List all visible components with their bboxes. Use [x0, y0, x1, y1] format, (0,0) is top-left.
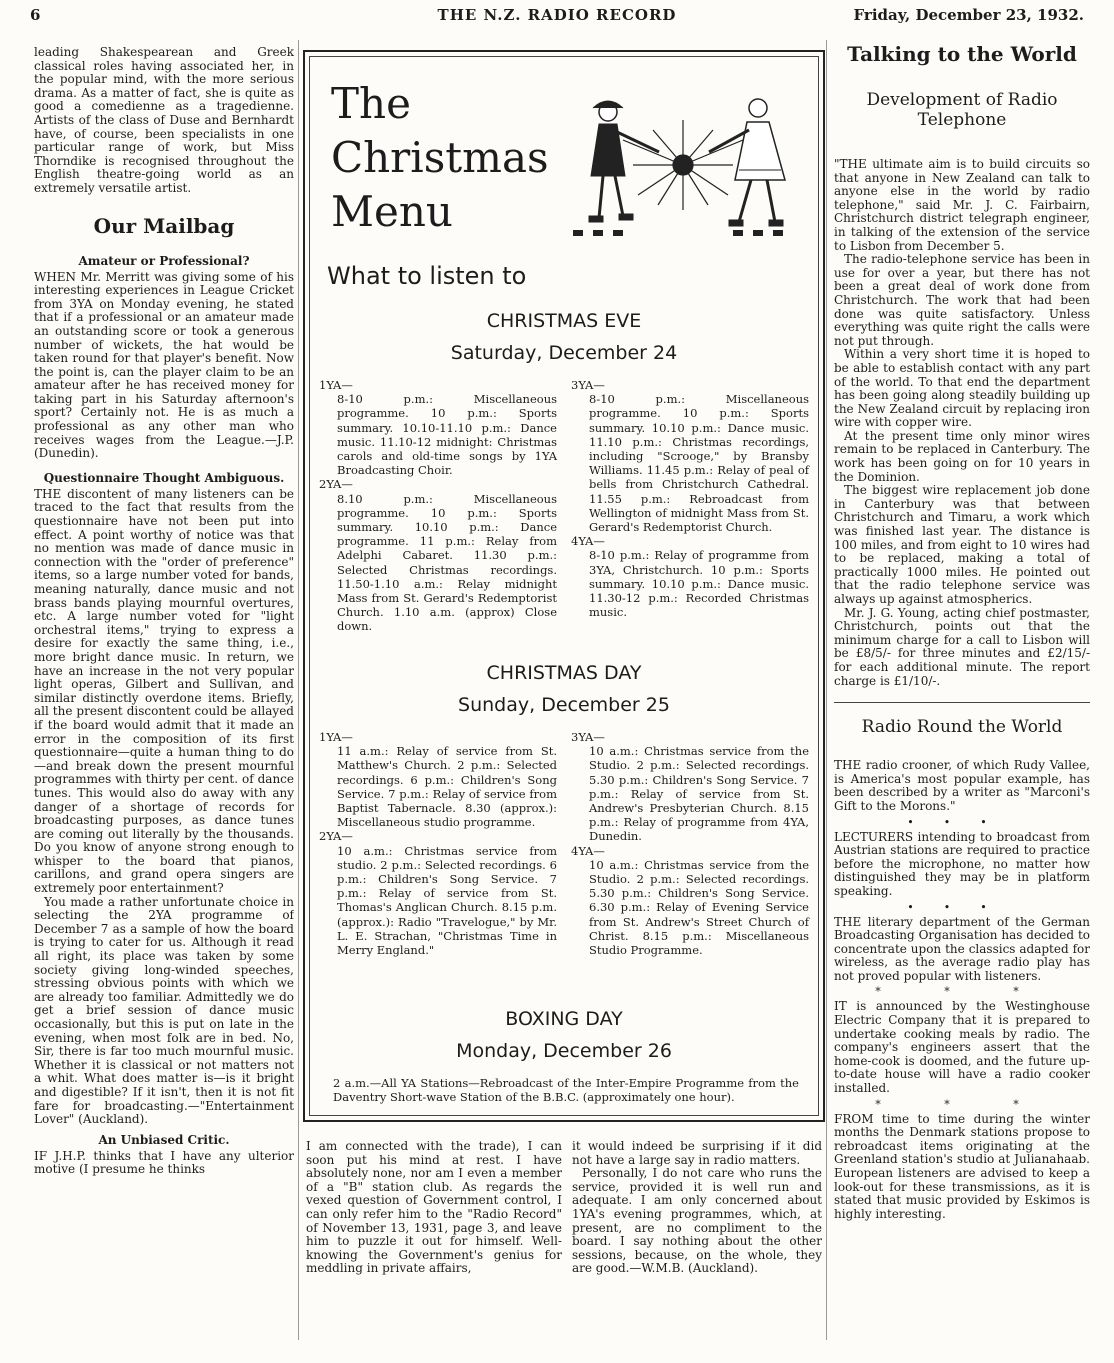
day-boxing-day: [319, 1008, 809, 1104]
bottom-col1: I am connected with the trade), I can soon put his mind at rest. I have absolutely none, nor am I even a member of a "B" station club. As regards the vexed question of Government control, I can only refer him to the "Radio Record" of November 13, 1931, page 3, and leave him to puzzle it out for himself. Well-knowing the Government's genius for meddling in private affairs,: [306, 1139, 562, 1276]
separator-dots: •••: [907, 900, 1017, 914]
checkered-floor: [573, 230, 783, 236]
day-christmas-eve: [319, 310, 809, 634]
station-programme: 8-10 p.m.: Miscellaneous programme. 10 p.m.: Sports summary. 10.10 p.m.: Dance music. 11.10 p.m.: Christmas recordings, including "Scrooge," by Bransby Williams. 11.45 p.m.: Relay of peal of bells from Christchurch Cathedral. 11.55 p.m.: Rebroadcast from Wellington of midnight Mass from St. Gerard's Redemptorist Church.: [589, 392, 809, 535]
station-programme: 8-10 p.m.: Relay of programme from 3YA, Christchurch. 10 p.m.: Sports summary. 10.10 p.m.: Dance music. 11.30-12 p.m.: Recorded Christmas music.: [589, 548, 809, 620]
programme-left: [319, 730, 557, 957]
station-programme: 8-10 p.m.: Miscellaneous programme. 10 p.m.: Sports summary. 10.10-11.10 p.m.: Dance music. 11.10-12 midnight: Christmas carols and old-time songs by 1YA Broadcasting Choir.: [337, 392, 557, 478]
letter1-title: Amateur or Professional?: [78, 253, 250, 268]
letter3-title: An Unbiased Critic.: [98, 1132, 230, 1147]
station-label: 2YA—: [319, 477, 353, 492]
page-number: 6: [30, 6, 41, 24]
day-date: Sunday, December 25: [458, 694, 670, 716]
left-column: [34, 46, 294, 1346]
letter2-title: Questionnaire Thought Ambiguous.: [43, 470, 285, 485]
christmas-illustration: [563, 90, 803, 250]
letter3-text: IF J.H.P. thinks that I have any ulterior motive (I presume he thinks: [34, 1148, 294, 1177]
news-item: THE radio crooner, of which Rudy Vallee, is America's most popular example, has been described by a writer as "Marconi's Gift to the Morons.": [834, 758, 1090, 813]
menu-subtitle: What to listen to: [327, 262, 527, 290]
station-label: 2YA—: [319, 829, 353, 844]
section-divider: [834, 702, 1090, 703]
girl-left-figure: [589, 101, 659, 222]
day-date: Monday, December 26: [456, 1040, 672, 1062]
column-rule-right: [826, 40, 827, 1340]
starburst-icon: [623, 120, 743, 210]
day-name: BOXING DAY: [505, 1008, 623, 1030]
menu-title-line2: Christmas: [331, 133, 549, 182]
news-item: LECTURERS intending to broadcast from Austrian stations are required to practice before the microphone, no matter how distinguished they may be in platform speaking.: [834, 829, 1090, 898]
news-item: THE literary department of the German Broadcasting Organisation has decided to concentrate upon the classics adapted for wireless, as the average radio play has not proved popular with listeners.: [834, 914, 1090, 983]
column-rule-left: [298, 40, 299, 1340]
station-label: 3YA—: [571, 730, 605, 744]
bottom-col2-a: it would indeed be surprising if it did not have a large say in radio matters.: [572, 1139, 822, 1167]
programme-columns: [319, 730, 809, 957]
menu-title-line1: The: [331, 79, 411, 128]
right-column: [834, 42, 1090, 1342]
day-date: Saturday, December 24: [450, 342, 678, 364]
menu-title-line3: Menu: [331, 187, 453, 236]
separator-dots: * * *: [875, 1097, 1049, 1111]
talking-p1: "THE ultimate aim is to build circuits so that anyone in New Zealand can talk to anyone else in the world by radio telephone," said Mr. J. C. Fairbairn, Christchurch district telegraph engineer, in talking of the extension of the service to Lisbon from December 5.: [834, 157, 1090, 253]
menu-title: [331, 80, 551, 236]
intro-text: leading Shakespearean and Greek classical roles having associated her, in the popular mind, with the more serious drama. As a matter of fact, she is quite as good a comedienne as a tragedienne. Artists of the class of Duse and Bernhardt have, of course, been specialists in one particular range of work, but Miss Thorndike is recognised throughout the English theatre-going world as an extremely versatile artist.: [34, 46, 294, 195]
day-name: CHRISTMAS EVE: [486, 310, 642, 332]
bottom-col2: [572, 1140, 822, 1276]
letter2-text: THE discontent of many listeners can be traced to the fact that results from the questionnaire have not been put into effect. A point worthy of notice was that no mention was made of dance music in connection with the "order of preference" items, so a large number voted for bands, meaning naturally, dance music and not brass bands playing mournful overtures, etc. A large number voted for "light orchestral items," trying to express a desire for exactly the same thing, i.e., more bright dance music. In return, we have an increase in the not very popular light operas, Gilbert and Sullivan, and similar distinctly overdone items. Briefly, all the present discontent could be allayed if the board would admit that it made an error in the composition of its first questionnaire—quite a human thing to do—and break down the present mournful programmes with thirty per cent. of dance tunes. This would also do away with any danger of a shortage of records for broadcasting purposes, as dance tunes are coming out literally by the thousands. Do you know of anyone strong enough to whisper to the board that pianos, carillons, and grand opera singers are extremely poor entertainment?: [34, 486, 294, 896]
separator-dots: •••: [907, 815, 1017, 829]
talking-p6: Mr. J. G. Young, acting chief postmaster, Christchurch, points out that the minimum charge for a call to Lisbon will be £8/5/- for three minutes and £2/15/- for each additional minute. The report charge is £1/10/-.: [834, 605, 1090, 688]
girl-right-figure: [709, 99, 785, 226]
talking-p5: The biggest wire replacement job done in Canterbury was that between Christchurch and Timaru, a work which was finished last year. The distance is 100 miles, and from eight to 10 wires had to be replaced, making a total of practically 1000 miles. He pointed out that the radio telephone service was always up against atmospherics.: [834, 483, 1090, 606]
programme-left: [319, 378, 557, 634]
letter1-text: WHEN Mr. Merritt was giving some of his interesting experiences in League Cricket from 3YA on Monday evening, he stated that if a professional or an amateur made an outstanding score or took a generous number of wickets, the hat would be taken round for that player's benefit. Now the point is, can the player claim to be an amateur after he has received money for taking part in his Saturday afternoon's sport? Certainly not. He is as much a professional as any other man who receives wages from the League.—J.P. (Dunedin).: [34, 269, 294, 461]
station-programme: 10 a.m.: Christmas service from the Studio. 2 p.m.: Selected recordings. 5.30 p.m.: Children's Song Service. 6.30 p.m.: Relay of Evening Service from St. Andrew's Street Church of Christ. 8.15 p.m.: Miscellaneous Studio Programme.: [589, 857, 809, 958]
station-label: 4YA—: [571, 843, 605, 858]
station-programme: 2 a.m.—All YA Stations—Rebroadcast of the Inter-Empire Programme from the Daventry Short-wave Station of the B.B.C. (approximately one hour).: [333, 1076, 799, 1105]
station-label: 3YA—: [571, 378, 605, 392]
news-item: IT is announced by the Westinghouse Electric Company that it is prepared to undertake cooking meals by radio. The company's engineers assert that the home-cook is doomed, and the future up-to-date house will have a radio cooker installed.: [834, 999, 1090, 1096]
talking-subheading: Development of Radio Telephone: [866, 90, 1058, 130]
programme-right: [571, 378, 809, 634]
station-programme: 10 a.m.: Christmas service from studio. 2 p.m.: Selected recordings. 6 p.m.: Children's Song Service. 7 p.m.: Relay of service from St. Thomas's Anglican Church. 8.15 p.m. (approx.): Radio "Travelogue," by Mr. L. E. Strachan, "Christmas Time in Merry England.": [337, 843, 557, 958]
station-programme: 11 a.m.: Relay of service from St. Matthew's Church. 2 p.m.: Selected recordings. 6 p.m.: Children's Song Service. 7 p.m.: Relay of service from Baptist Tabernacle. 8.30 (approx.): Miscellaneous studio programme.: [337, 744, 557, 830]
bottom-col2-b: Personally, I do not care who runs the service, provided it is well run and adequate. I am only concerned about 1YA's evening programmes, which, at present, are no compliment to the board. I say nothing about the other sessions, because, on the whole, they are good.—W.M.B. (Auckland).: [572, 1166, 822, 1276]
day-name: CHRISTMAS DAY: [486, 662, 642, 684]
round-world-heading: Radio Round the World: [861, 717, 1063, 738]
station-programme: 10 a.m.: Christmas service from the Studio. 2 p.m.: Selected recordings. 5.30 p.m.: Children's Song Service. 7 p.m.: Relay of service from St. Andrew's Presbyterian Church. 8.15 p.m.: Relay of programme from 4YA, Dunedin.: [589, 744, 809, 844]
masthead: THE N.Z. RADIO RECORD: [437, 6, 677, 24]
talking-heading: Talking to the World: [847, 42, 1077, 66]
programme-columns: [319, 378, 809, 634]
mailbag-heading: Our Mailbag: [93, 213, 235, 238]
news-item: FROM time to time during the winter months the Denmark stations propose to rebroadcast items originating at the Greenland station's studio at Julianahaab. European listeners are advised to keep a look-out for these transmissions, as it is stated that music provided by Eskimos is highly interesting.: [834, 1111, 1090, 1221]
christmas-menu-box: [303, 50, 825, 1122]
letter2-text-b: You made a rather unfortunate choice in selecting the 2YA programme of December 7 as a sample of how the board is trying to cater for us. Although it read all right, its place was taken by some society giving long-winded speeches, stressing obvious points with which we are already too familiar. Admittedly we do get a brief session of dance music occasionally, but this is put on late in the evening, when most folk are in bed. No, Sir, there is far too much mournful music. Whether it is classical or not matters not a whit. What does matter is—is it bright and digestible? If it isn't, then it is not fit fare for broadcasting.—"Entertainment Lover" (Auckland).: [34, 894, 294, 1127]
station-label: 1YA—: [319, 730, 353, 744]
station-label: 1YA—: [319, 378, 353, 392]
talking-p3: Within a very short time it is hoped to be able to establish contact with any part of the world. To that end the department has been going along steadily building up the New Zealand circuit by replacing iron wire with copper wire.: [834, 347, 1090, 430]
separator-dots: * * *: [875, 985, 1049, 999]
station-label: 4YA—: [571, 534, 605, 549]
issue-date: Friday, December 23, 1932.: [853, 6, 1084, 24]
talking-p4: At the present time only minor wires remain to be replaced in Canterbury. The work has been going on for 10 years in the Dominion.: [834, 428, 1090, 484]
station-programme: 8.10 p.m.: Miscellaneous programme. 10 p.m.: Sports summary. 10.10 p.m.: Dance programme. 11 p.m.: Relay from Adelphi Cabaret. 11.30 p.m.: Selected Christmas recordings. 11.50-1.10 a.m.: Relay midnight Mass from St. Gerard's Redemptorist Church. 1.10 a.m. (approx) Close down.: [337, 491, 557, 634]
talking-p2: The radio-telephone service has been in use for over a year, but there has not been a great deal of work done from Christchurch. The work that had been done was quite satisfactory. Unless everything was quite right the calls were not put through.: [834, 252, 1090, 348]
programme-right: [571, 730, 809, 957]
day-christmas-day: [319, 662, 809, 957]
page-header: [30, 6, 1084, 32]
